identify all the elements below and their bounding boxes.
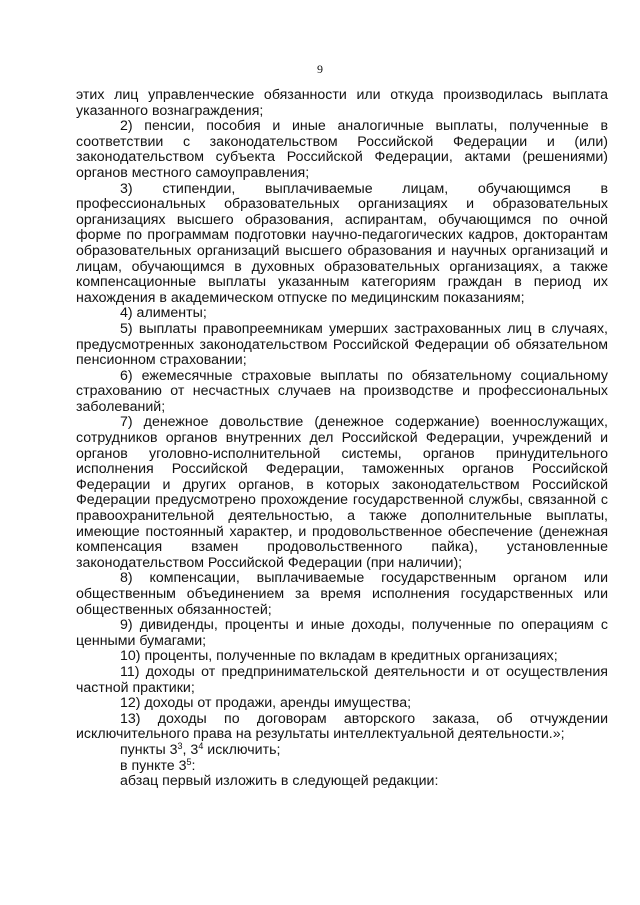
amendment-exclude-points	[76, 740, 608, 759]
list-item-10: 10) проценты, полученные по вкладам в кредитных организациях;	[120, 648, 558, 665]
page-number: 9	[317, 62, 323, 76]
list-item-7: 7) денежное довольствие (денежное содержание) военнослужащих, сотрудников органов внутренних дел Российской Федерации, учреждений и органов уголовно-исполнительной системы, органов принудительного исполнения Российской Федерации, таможенных органов Российской Федерации и других органов, в которых законодательством Российской Федерации предусмотрено прохождение государственной службы, связанной с правоохранительной деятельностью, а также дополнительные выплаты, имеющие постоянный характер, и продовольственное обеспечение (денежная компенсация взамен продовольственного пайка), установленные законодательством Российской Федерации (при наличии);	[76, 414, 608, 571]
amendment-points-separator: , 3	[182, 741, 199, 758]
list-item-3: 3) стипендии, выплачиваемые лицам, обучающимся в профессиональных образовательных организациях и образовательных организациях высшего образования, аспирантам, обучающимся по очной форме по программам подготовки научно-педагогических кадров, докторантам образовательных организаций высшего образования и научных организаций и лицам, обучающимся в духовных образовательных организациях, а также компенсационные выплаты указанным категориям граждан в период их нахождения в академическом отпуске по медицинским показаниям;	[76, 180, 608, 306]
list-item-13: 13) доходы по договорам авторского заказа, об отчуждении исключительного права на результаты интеллектуальной деятельности.»;	[76, 710, 608, 743]
list-item-9: 9) дивиденды, проценты и иные доходы, полученные по операциям с ценными бумагами;	[76, 617, 608, 649]
superscript: 3	[177, 740, 183, 751]
document-body	[76, 88, 608, 790]
amendment-in-point-suffix: :	[191, 757, 196, 774]
list-item-6: 6) ежемесячные страховые выплаты по обязательному социальному страхованию от несчастных случаев на производстве и профессиональных заболеваний;	[76, 367, 608, 415]
amendment-in-point	[76, 756, 608, 775]
list-item-12: 12) доходы от продажи, аренды имущества;	[120, 695, 412, 712]
list-item-8: 8) компенсации, выплачиваемые государственным органом или общественным объединением за время исполнения государственных или общественных обязанностей;	[76, 570, 608, 618]
list-item-4: 4) алименты;	[120, 305, 207, 322]
list-item-11: 11) доходы от предпринимательской деятельности и от осуществления частной практики;	[76, 663, 608, 696]
superscript: 4	[198, 740, 204, 751]
list-item-5: 5) выплаты правопреемникам умерших застрахованных лиц в случаях, предусмотренных законодательством Российской Федерации об обязательном пенсионном страховании;	[76, 320, 608, 369]
amendment-in-point-prefix: в пункте 3	[120, 757, 187, 774]
amendment-points-prefix: пункты 3	[120, 741, 178, 758]
superscript: 5	[186, 756, 192, 767]
list-item-2: 2) пенсии, пособия и иные аналогичные выплаты, полученные в соответствии с законодательством Российской Федерации и (или) законодательством субъекта Российской Федерации, актами (решениями) органов местного самоуправления;	[76, 118, 608, 181]
amendment-points-suffix: исключить;	[203, 741, 281, 758]
paragraph-continuation: этих лиц управленческие обязанности или откуда производилась выплата указанного вознаграждения;	[76, 87, 608, 119]
amendment-first-paragraph: абзац первый изложить в следующей редакции:	[120, 773, 439, 790]
